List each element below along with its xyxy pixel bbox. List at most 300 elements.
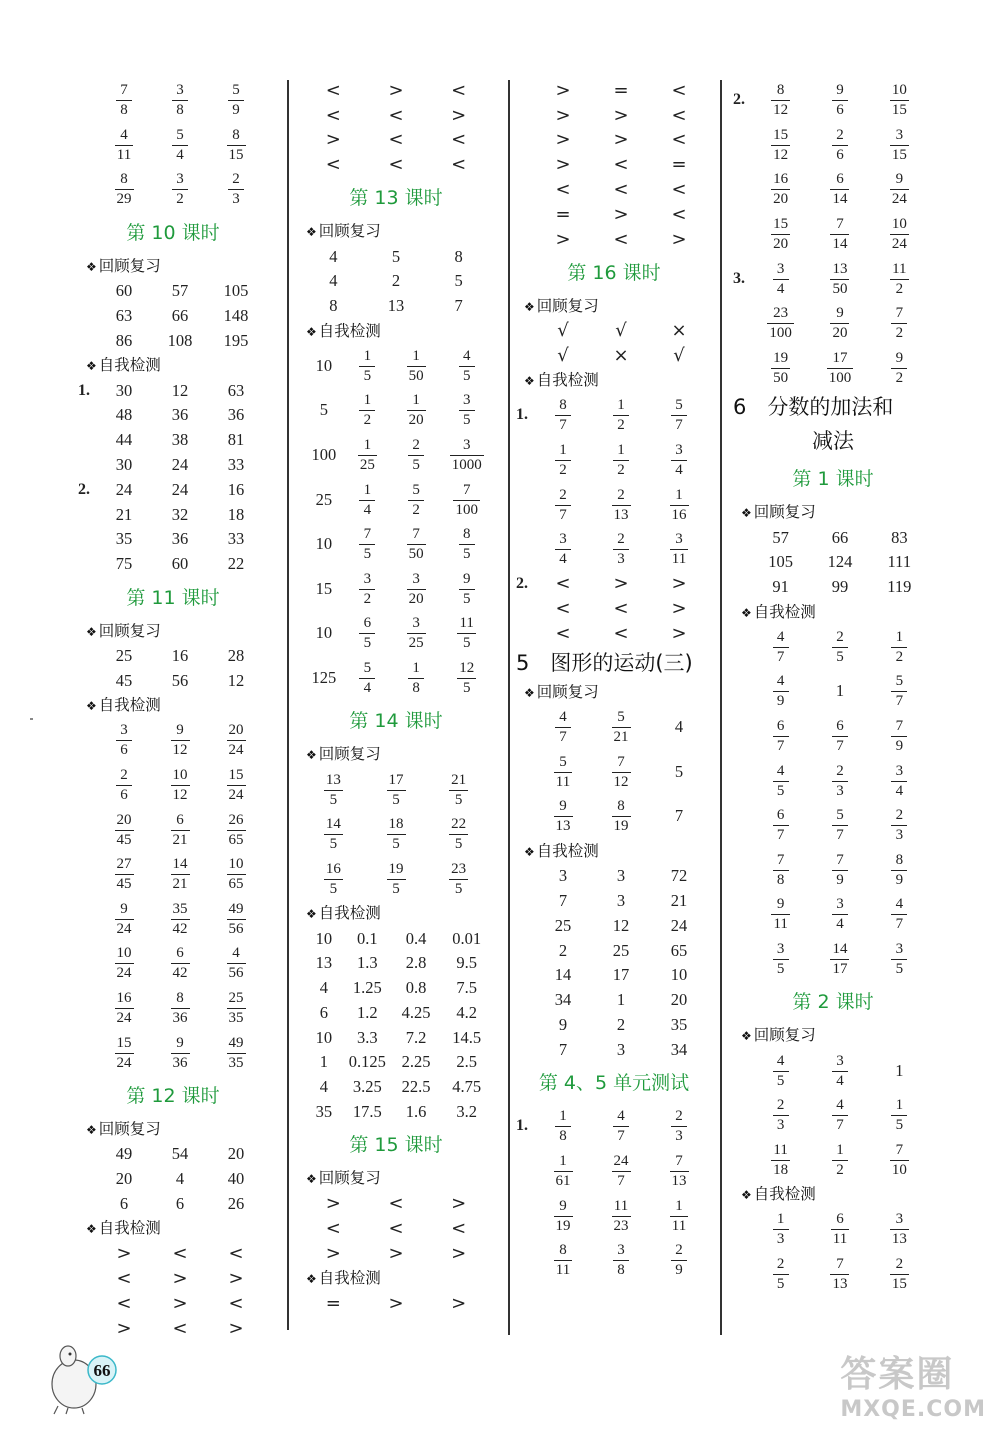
section-label-text: 回顾复习 bbox=[318, 222, 381, 241]
fraction-bar bbox=[773, 279, 789, 280]
answer-cell bbox=[874, 852, 925, 888]
answer-cell bbox=[212, 82, 260, 118]
answer-cell bbox=[306, 953, 342, 973]
answer-value: 1.2 bbox=[357, 1002, 378, 1022]
fraction-bar bbox=[358, 455, 377, 456]
answer-value: 9 bbox=[558, 1014, 568, 1034]
answer-value: 3 bbox=[616, 866, 626, 886]
answer-cell bbox=[814, 1211, 865, 1247]
fraction-bar bbox=[891, 781, 907, 782]
numerator: 49 bbox=[228, 1034, 244, 1051]
numerator: 1 bbox=[675, 486, 683, 503]
numerator: 8 bbox=[559, 397, 567, 414]
denominator: 15 bbox=[891, 102, 907, 119]
fraction-bar bbox=[832, 145, 848, 146]
answer-cell bbox=[431, 861, 486, 897]
numerator: 6 bbox=[836, 1211, 844, 1228]
answer-row bbox=[516, 177, 712, 202]
answer-cell bbox=[654, 916, 704, 936]
numerator: 6 bbox=[176, 945, 184, 962]
answer-row bbox=[298, 433, 494, 478]
section-label bbox=[298, 1166, 494, 1191]
denominator: 8 bbox=[176, 102, 184, 119]
denominator: 7 bbox=[559, 417, 567, 434]
fraction-bar bbox=[890, 234, 909, 235]
answer-value: > bbox=[451, 1193, 467, 1215]
denominator: 11 bbox=[671, 551, 687, 568]
answer-cell bbox=[654, 129, 704, 150]
answer-value: 100 bbox=[311, 445, 337, 465]
answer-cell bbox=[306, 1243, 361, 1264]
answer-cell bbox=[212, 767, 260, 803]
answer-grid bbox=[78, 279, 268, 353]
fraction-bar bbox=[612, 816, 631, 817]
fraction bbox=[359, 571, 375, 607]
answer-value: 40 bbox=[227, 1169, 245, 1189]
answer-value: 49 bbox=[115, 1144, 133, 1164]
denominator: 5 bbox=[776, 1275, 785, 1292]
answer-value: 72 bbox=[670, 866, 688, 886]
denominator: 61 bbox=[555, 1172, 571, 1189]
answer-row bbox=[78, 1167, 268, 1192]
denominator: 13 bbox=[671, 1172, 687, 1189]
section-label bbox=[78, 693, 268, 718]
answer-cell bbox=[443, 526, 490, 562]
fraction-bar bbox=[554, 772, 572, 773]
fraction bbox=[773, 718, 789, 754]
denominator: 2 bbox=[559, 462, 567, 479]
denominator: 4 bbox=[836, 916, 844, 933]
diamond-bullet-icon: ❖ bbox=[306, 225, 317, 240]
numerator: 7 bbox=[895, 305, 904, 322]
answer-cell bbox=[369, 772, 424, 808]
answer-value: < bbox=[325, 154, 341, 176]
answer-column-2 bbox=[298, 78, 494, 1316]
denominator: 24 bbox=[228, 742, 244, 759]
fraction-bar bbox=[171, 1008, 190, 1009]
answer-row bbox=[298, 656, 494, 701]
fraction-bar bbox=[671, 415, 687, 416]
fraction bbox=[227, 127, 246, 163]
answer-row bbox=[516, 128, 712, 153]
fraction bbox=[555, 487, 571, 523]
fraction bbox=[832, 1142, 848, 1178]
answer-cell bbox=[596, 798, 646, 834]
answer-cell bbox=[538, 1015, 588, 1035]
answer-row bbox=[78, 668, 268, 693]
denominator: 13 bbox=[613, 506, 629, 523]
denominator: 17 bbox=[832, 961, 848, 977]
answer-cell bbox=[212, 1169, 260, 1189]
answer-cell bbox=[212, 505, 260, 525]
answer-row bbox=[298, 767, 494, 812]
numerator: 9 bbox=[776, 896, 785, 913]
answer-row bbox=[78, 986, 268, 1031]
numerator: 7 bbox=[462, 481, 471, 498]
denominator: 2 bbox=[176, 191, 184, 208]
denominator: 20 bbox=[832, 325, 848, 342]
answer-cell bbox=[654, 717, 704, 737]
fraction bbox=[671, 397, 687, 433]
answer-cell bbox=[212, 1144, 260, 1164]
answer-cell bbox=[156, 554, 204, 574]
fraction bbox=[891, 941, 907, 977]
denominator: 4 bbox=[776, 280, 785, 297]
fraction bbox=[832, 852, 848, 888]
numerator: 8 bbox=[176, 990, 184, 1006]
answer-cell bbox=[596, 229, 646, 250]
answer-value: × bbox=[613, 345, 629, 367]
answer-value: 111 bbox=[887, 552, 912, 572]
denominator: 24 bbox=[116, 920, 132, 937]
answer-cell bbox=[654, 105, 704, 126]
answer-cell bbox=[212, 945, 260, 981]
denominator: 14 bbox=[832, 191, 848, 208]
answer-cell bbox=[100, 171, 148, 207]
answer-value: < bbox=[388, 129, 404, 151]
answer-grid bbox=[78, 644, 268, 694]
numerator: 7 bbox=[895, 718, 904, 735]
answer-value: 7.2 bbox=[405, 1027, 427, 1047]
fraction bbox=[115, 171, 134, 207]
fraction bbox=[324, 772, 343, 808]
answer-cell bbox=[212, 281, 260, 301]
answer-row bbox=[733, 937, 933, 982]
fraction bbox=[408, 482, 424, 518]
denominator: 11 bbox=[116, 146, 132, 163]
fraction-bar bbox=[890, 145, 909, 146]
fraction-bar bbox=[115, 1053, 134, 1054]
fraction-bar bbox=[227, 145, 246, 146]
numerator: 1 bbox=[675, 1197, 683, 1214]
numerator: 15 bbox=[116, 1034, 132, 1051]
fraction bbox=[407, 348, 426, 384]
answer-value: × bbox=[671, 320, 687, 342]
answer-value: 35 bbox=[315, 1102, 333, 1122]
answer-cell bbox=[654, 598, 704, 619]
answer-row bbox=[78, 453, 268, 478]
answer-value: > bbox=[325, 129, 341, 151]
answer-cell bbox=[814, 896, 865, 932]
fraction bbox=[891, 718, 907, 754]
answer-value: > bbox=[388, 1242, 404, 1264]
question-number: 2. bbox=[78, 480, 90, 498]
diamond-bullet-icon: ❖ bbox=[86, 1122, 97, 1137]
fraction-bar bbox=[171, 740, 190, 741]
answer-cell bbox=[654, 623, 704, 644]
denominator: 50 bbox=[773, 369, 789, 386]
answer-cell bbox=[306, 1028, 342, 1048]
denominator: 4 bbox=[363, 501, 372, 518]
denominator: 2 bbox=[617, 462, 625, 479]
answer-value: 63 bbox=[227, 380, 245, 400]
answer-value: > bbox=[555, 154, 571, 176]
denominator: 15 bbox=[228, 146, 244, 163]
answer-cell bbox=[306, 247, 361, 267]
answer-cell bbox=[306, 1102, 342, 1122]
answer-cell bbox=[538, 941, 588, 961]
denominator: 3 bbox=[836, 782, 844, 799]
section-label-text: 回顾复习 bbox=[318, 1169, 381, 1188]
answer-row bbox=[516, 1104, 712, 1149]
answer-value: 38 bbox=[171, 430, 189, 450]
fraction bbox=[670, 1198, 688, 1234]
answer-value: > bbox=[555, 104, 571, 126]
denominator: 8 bbox=[776, 871, 785, 888]
lesson-title: 第 11 课时 bbox=[126, 586, 220, 609]
answer-cell bbox=[596, 531, 646, 567]
answer-value: 4.25 bbox=[401, 1002, 431, 1022]
numerator: 5 bbox=[559, 753, 567, 770]
answer-value: 24 bbox=[171, 454, 189, 474]
denominator: 3 bbox=[617, 551, 625, 568]
answer-row bbox=[78, 763, 268, 808]
denominator: 8 bbox=[120, 102, 128, 119]
answer-value: 12 bbox=[612, 915, 630, 935]
answer-value: > bbox=[671, 623, 687, 645]
answer-cell bbox=[100, 554, 148, 574]
answer-value: 6 bbox=[319, 1002, 329, 1022]
denominator: 20 bbox=[773, 236, 789, 253]
answer-value: 33 bbox=[227, 454, 245, 474]
answer-row bbox=[78, 328, 268, 353]
fraction-bar bbox=[115, 830, 134, 831]
answer-value: < bbox=[613, 179, 629, 201]
fraction bbox=[387, 772, 406, 808]
denominator: 4 bbox=[836, 1072, 844, 1089]
fraction-bar bbox=[670, 1216, 688, 1217]
answer-value: > bbox=[228, 1267, 244, 1289]
answer-row bbox=[298, 976, 494, 1001]
numerator: 4 bbox=[559, 709, 567, 726]
fraction bbox=[771, 216, 790, 252]
answer-cell bbox=[212, 381, 260, 401]
fraction bbox=[450, 437, 484, 473]
numerator: 13 bbox=[832, 260, 848, 277]
fraction-bar bbox=[612, 1171, 631, 1172]
answer-cell bbox=[156, 127, 204, 163]
answer-cell bbox=[393, 437, 440, 473]
fraction-bar bbox=[171, 785, 190, 786]
fraction bbox=[116, 82, 132, 118]
answer-cell bbox=[100, 1144, 148, 1164]
answer-cell bbox=[346, 953, 389, 973]
fraction bbox=[555, 1108, 571, 1144]
answer-cell bbox=[874, 807, 925, 843]
answer-cell bbox=[156, 767, 204, 803]
answer-row bbox=[78, 123, 268, 168]
fraction bbox=[171, 990, 190, 1026]
numerator: 9 bbox=[895, 349, 904, 366]
fraction bbox=[612, 1198, 631, 1234]
answer-grid bbox=[298, 1191, 494, 1265]
fraction bbox=[359, 482, 375, 518]
answer-cell bbox=[755, 528, 806, 548]
numerator: 4 bbox=[776, 1052, 785, 1069]
answer-value: 4 bbox=[329, 246, 338, 266]
answer-cell bbox=[874, 896, 925, 932]
fraction-bar bbox=[773, 870, 789, 871]
fraction-bar bbox=[408, 455, 424, 456]
fraction-bar bbox=[407, 544, 426, 545]
answer-row bbox=[516, 988, 712, 1013]
answer-cell bbox=[654, 1040, 704, 1060]
answer-value: < bbox=[228, 1292, 244, 1314]
denominator: 42 bbox=[172, 920, 188, 937]
answer-cell bbox=[156, 1293, 204, 1314]
answer-grid bbox=[733, 625, 933, 982]
answer-cell bbox=[100, 722, 148, 758]
answer-value: < bbox=[613, 598, 629, 620]
denominator: 5 bbox=[329, 836, 338, 853]
answer-value: 18 bbox=[227, 504, 245, 524]
diamond-bullet-icon: ❖ bbox=[86, 259, 97, 274]
fraction bbox=[171, 901, 190, 937]
numerator: 8 bbox=[895, 851, 904, 868]
answer-value: > bbox=[451, 104, 467, 126]
answer-cell bbox=[654, 345, 704, 366]
numerator: 5 bbox=[232, 82, 240, 99]
fraction bbox=[171, 767, 190, 803]
answer-cell bbox=[443, 953, 490, 973]
answer-cell bbox=[212, 127, 260, 163]
fraction-bar bbox=[832, 736, 848, 737]
answer-cell bbox=[156, 82, 204, 118]
answer-cell bbox=[538, 397, 588, 433]
answer-cell bbox=[306, 1003, 342, 1023]
fraction bbox=[891, 896, 907, 932]
answer-cell bbox=[596, 1108, 646, 1144]
numerator: 14 bbox=[172, 856, 188, 873]
answer-cell bbox=[346, 526, 389, 562]
numerator: 9 bbox=[120, 900, 128, 917]
fraction bbox=[555, 442, 571, 478]
answer-value: 4 bbox=[175, 1169, 185, 1189]
answer-value: 17 bbox=[612, 965, 630, 985]
answer-cell bbox=[814, 941, 865, 977]
fraction-bar bbox=[671, 1260, 687, 1261]
answer-cell bbox=[156, 381, 204, 401]
answer-cell bbox=[654, 487, 704, 523]
fraction-bar bbox=[116, 740, 132, 741]
answer-value: 2 bbox=[616, 1014, 626, 1034]
answer-cell bbox=[369, 105, 424, 126]
section-label-text: 回顾复习 bbox=[98, 621, 161, 640]
numerator: 2 bbox=[232, 171, 240, 188]
answer-cell bbox=[654, 965, 704, 985]
answer-cell bbox=[393, 348, 440, 384]
answer-row bbox=[733, 1207, 933, 1252]
fraction bbox=[612, 754, 631, 790]
answer-cell bbox=[346, 1003, 389, 1023]
answer-cell bbox=[596, 80, 646, 101]
answer-value: 13 bbox=[387, 296, 405, 316]
mascot-icon bbox=[52, 1346, 116, 1414]
answer-row bbox=[298, 1001, 494, 1026]
answer-cell bbox=[212, 529, 260, 549]
denominator: 3 bbox=[895, 827, 904, 844]
denominator: 5 bbox=[363, 635, 372, 652]
diamond-bullet-icon: ❖ bbox=[306, 1172, 317, 1187]
numerator: 1 bbox=[559, 1152, 567, 1169]
numerator: 4 bbox=[462, 347, 471, 364]
answer-cell bbox=[654, 762, 704, 782]
answer-cell bbox=[212, 306, 260, 326]
answer-row bbox=[298, 812, 494, 857]
denominator: 7 bbox=[559, 729, 567, 746]
answer-cell bbox=[369, 816, 424, 852]
answer-value: < bbox=[172, 1317, 188, 1339]
answer-cell bbox=[443, 1052, 490, 1072]
answer-row bbox=[78, 1241, 268, 1266]
answer-value: 1 bbox=[616, 990, 626, 1010]
answer-value: 48 bbox=[115, 405, 133, 425]
denominator: 5 bbox=[776, 1072, 785, 1089]
answer-cell bbox=[431, 772, 486, 808]
answer-cell bbox=[346, 929, 389, 949]
unit-heading-line2: 减法 bbox=[812, 429, 854, 454]
numerator: 3 bbox=[776, 941, 785, 957]
fraction-bar bbox=[830, 279, 849, 280]
numerator: 1 bbox=[559, 442, 567, 459]
answer-cell bbox=[755, 763, 806, 799]
numerator: 5 bbox=[895, 673, 904, 690]
answer-cell bbox=[212, 646, 260, 666]
answer-value: 66 bbox=[831, 527, 849, 547]
fraction-bar bbox=[459, 544, 475, 545]
denominator: 56 bbox=[228, 965, 244, 982]
answer-grid bbox=[298, 926, 494, 1124]
section-label bbox=[516, 680, 712, 705]
answer-value: 83 bbox=[891, 527, 908, 547]
fraction bbox=[115, 856, 134, 892]
numerator: 6 bbox=[836, 718, 844, 735]
numerator: 2 bbox=[836, 762, 844, 779]
denominator: 3 bbox=[675, 1128, 683, 1145]
denominator: 21 bbox=[172, 831, 188, 848]
answer-cell bbox=[431, 129, 486, 150]
answer-row bbox=[733, 669, 933, 714]
fraction-bar bbox=[359, 544, 375, 545]
fraction-bar bbox=[891, 323, 907, 324]
answer-cell bbox=[538, 1040, 588, 1060]
question-number: 1. bbox=[516, 1117, 528, 1135]
answer-cell bbox=[538, 573, 588, 594]
numerator: 20 bbox=[116, 811, 132, 828]
answer-value: 108 bbox=[167, 330, 193, 350]
answer-row bbox=[516, 482, 712, 527]
fraction-bar bbox=[459, 366, 475, 367]
answer-value: 16 bbox=[171, 645, 189, 665]
denominator: 7 bbox=[675, 417, 683, 434]
answer-cell bbox=[874, 577, 925, 597]
fraction-bar bbox=[771, 368, 790, 369]
section-label bbox=[78, 254, 268, 279]
answer-cell bbox=[393, 1052, 440, 1072]
fraction bbox=[115, 945, 134, 981]
fraction-bar bbox=[228, 189, 244, 190]
fraction bbox=[228, 82, 244, 118]
answer-row bbox=[516, 621, 712, 646]
answer-grid bbox=[298, 344, 494, 701]
answer-cell bbox=[654, 573, 704, 594]
answer-value: 56 bbox=[171, 670, 189, 690]
answer-row bbox=[516, 794, 712, 839]
answer-cell bbox=[212, 1243, 260, 1264]
answer-value: 4 bbox=[674, 717, 684, 737]
answer-value: < bbox=[116, 1267, 132, 1289]
denominator: 25 bbox=[408, 635, 424, 652]
